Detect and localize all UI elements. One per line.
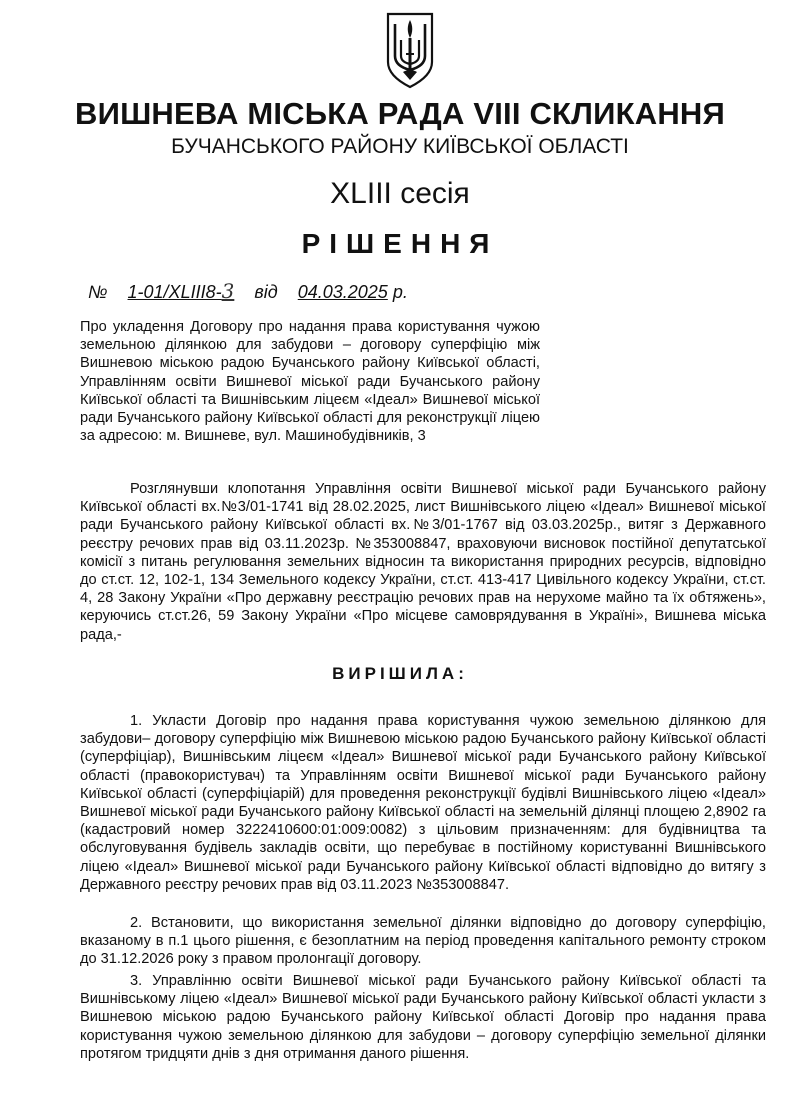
number-label: № xyxy=(88,282,108,302)
trident-emblem-icon xyxy=(383,10,437,90)
date-label: від xyxy=(254,282,278,302)
decision-number-line xyxy=(88,280,408,303)
resolution-item-1: 1. Укласти Договір про надання права користування чужою земельною ділянкою для забудови– договору суперфіцію між Вишневою міською радою Бучанського району Київської області (суперфіціар), Вишнівським ліцеєм «Ідеал» Вишневої міської ради Бучанського району Київської області (правокористувач) та Управлінням освіти Вишневої міської ради Бучанського району Київської області (суперфіціарій) для проведення реконструкції будівлі Вишнівського ліцею «Ідеал» Вишневої міської ради Бучанського району Київської області на земельній ділянці площею 2,8902 га (кадастровий номер 3222410600:01:009:0082) з цільовим призначенням: для будівництва та обслуговування будівель закладів освіти, що перебуває в постійному користуванні Вишнівського ліцею «Ідеал» Вишневої міської ради Бучанського району Київської області відповідно до витягу з Державного реєстру речових прав від 03.11.2023 №353008847. xyxy=(80,713,766,893)
document-type-title: РІШЕННЯ xyxy=(301,228,499,259)
resolution-item-3: 3. Управлінню освіти Вишневої міської ради Бучанського району Київської області та Вишнівському ліцею «Ідеал» Вишневої міської ради Бучанського району Київської області укласти з Вишневою міською радою Бучанського району Київської області Договір про надання права користування чужою земельною ділянкою для забудови – договору суперфіцію земельної ділянки протягом тридцяти днів з дня отримання даного рішення. xyxy=(80,973,766,1062)
decision-number: 1-01/XLIII8- xyxy=(127,282,222,302)
resolved-heading: ВИРІШИЛА: xyxy=(332,664,468,683)
district-subtitle: БУЧАНСЬКОГО РАЙОНУ КИЇВСЬКОЇ ОБЛАСТІ xyxy=(171,135,629,158)
resolution-item-2: 2. Встановити, що використання земельної ділянки відповідно до договору суперфіцію, вказаному в п.1 цього рішення, є безоплатним на період проведення капітального ремонту строком до 31.12.2026 року з правом пролонгації договору. xyxy=(80,915,766,968)
decision-subject: Про укладення Договору про надання права користування чужою земельною ділянкою для забудови – договору суперфіцію між Вишневою міською радою Бучанського району Київської області, Управлінням освіти Вишневої міської ради Бучанського району Київської області та Вишнівським ліцеєм «Ідеал» Вишневої міської ради Бучанського району Київської області для реконструкції ліцею за адресою: м. Вишневе, вул. Машинобудівників, 3 xyxy=(80,319,540,445)
session-title: XLIII сесія xyxy=(330,177,470,210)
decision-date: 04.03.2025 xyxy=(297,282,388,302)
council-title: ВИШНЕВА МІСЬКА РАДА VIII СКЛИКАННЯ xyxy=(75,96,725,131)
year-suffix: р. xyxy=(392,282,408,302)
preamble-paragraph: Розглянувши клопотання Управління освіти Вишневої міської ради Бучанського району Київської області вх.№3/01-1741 від 28.02.2025, лист Вишнівського ліцею «Ідеал» Вишневої міської ради Бучанського району Київської області вх.№3/01-1767 від 03.03.2025р., витяг з Державного реєстру речових прав від 03.11.2023р. №353008847, враховуючи висновок постійної депутатської комісії з питань регулювання земельних відносин та використання природних ресурсів, відповідно до ст.ст. 12, 102-1, 134 Земельного кодексу України, ст.ст. 413-417 Цивільного кодексу України, ст.ст. 4, 28 Закону України «Про державну реєстрацію речових прав на нерухоме майно та їх обтяжень», керуючись ст.ст.26, 59 Закону України «Про місцеве самоврядування в Україні», Вишнева міська рада,- xyxy=(80,481,766,643)
handwritten-number: 3 xyxy=(221,279,235,303)
